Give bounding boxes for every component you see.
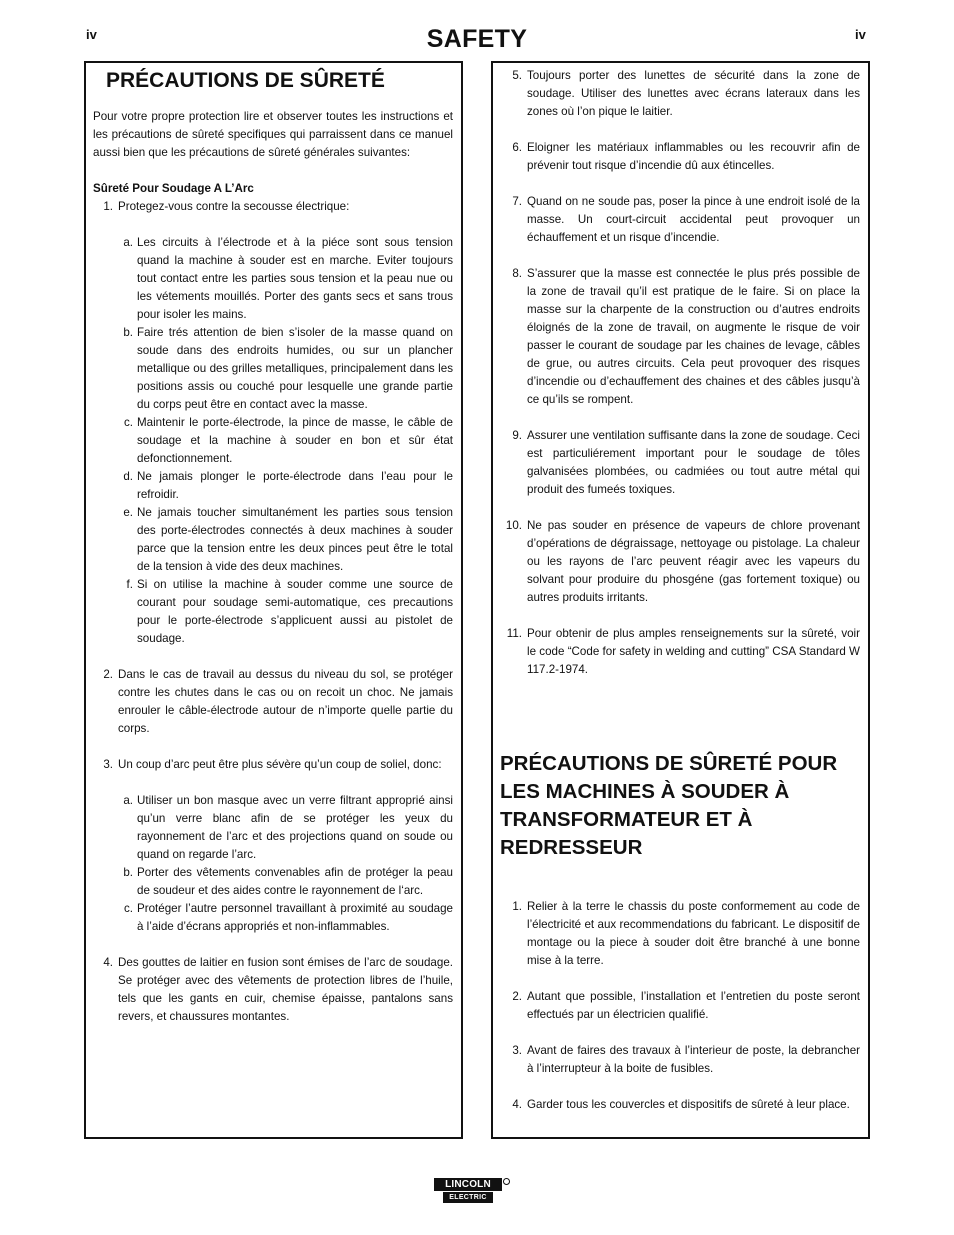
item-text: Relier à la terre le chassis du poste conformement au code de l’électricité et aux recommendations du fabricant. Le dispositif de montage ou la piece à souder doit être branché à une bonne mise à la terre. (527, 900, 860, 967)
sub-item-3a (119, 792, 453, 864)
sub-text: Faire trés attention de bien s’isoler de la masse quand on soude dans des endroits humides, ou sur un plancher metallique ou des grilles metalliques, principalement dans les positions assis ou couché pour lesquelle une grande partie du corps peut être en contact avec la masse. (137, 326, 453, 411)
sub-label: a. (123, 236, 133, 249)
arc-welding-subhead: Sûreté Pour Soudage A L’Arc (93, 182, 254, 195)
item-number: 3. (103, 758, 113, 771)
sub-label: c. (123, 416, 133, 429)
item-number: 8. (512, 267, 522, 280)
sub-label: a. (123, 794, 133, 807)
sub-item-1b (119, 324, 453, 414)
item-text: Toujours porter des lunettes de sécurité dans la zone de soudage. Utiliser des lunettes avec écrans lateraux dans les zones où l’on pique le laitier. (527, 69, 860, 118)
item-number: 1. (103, 200, 113, 213)
sub-item-1d (119, 468, 453, 504)
registered-mark-icon (503, 1178, 510, 1185)
item-text: Eloigner les matériaux inflammables ou les recouvrir afin de prévenir tout risque d’incendie dû aux étincelles. (527, 141, 860, 172)
sub-text: Utiliser un bon masque avec un verre filtrant approprié ainsi qu’un verre blanc afin de se protéger les yeux du rayonnement de l’arc et des projections quand on soude ou quand on regarde l’arc. (137, 794, 453, 861)
list-item-transformer-2 (500, 988, 860, 1024)
sub-label: b. (123, 866, 133, 879)
item-number: 10. (505, 519, 522, 532)
left-column-box (84, 61, 463, 1139)
item-text: Pour obtenir de plus amples renseignements sur la sûreté, voir le code “Code for safety in welding and cutting” CSA Standard W 117.2-1974. (527, 627, 860, 676)
item-number: 6. (512, 141, 522, 154)
item-number: 9. (512, 429, 522, 442)
list-item-1 (93, 198, 453, 216)
sub-text: Maintenir le porte-électrode, la pince de masse, le câble de soudage et la machine à souder en bon et sûr état defonctionnement. (137, 416, 453, 465)
right-column-box (491, 61, 870, 1139)
item-number: 2. (512, 990, 522, 1003)
list-item-2 (93, 666, 453, 738)
sub-text: Les circuits à l’électrode et à la piéce sont sous tension quand la machine à souder est en marche. Eviter toujours tout contact entre les parties sous tension et la peau nue ou les vétements mouillés. Porter des gants secs et sans trous pour isoler les mains. (137, 236, 453, 321)
page-number-right: iv (855, 27, 866, 42)
sub-label: c. (123, 902, 133, 915)
sub-label: f. (126, 578, 133, 591)
item-number: 5. (512, 69, 522, 82)
sub-item-1c (119, 414, 453, 468)
item-number: 4. (103, 956, 113, 969)
item-text: Protegez-vous contre la secousse électrique: (118, 200, 350, 213)
item-text: Autant que possible, l’installation et l’entretien du poste seront effectués par un électricien qualifié. (527, 990, 860, 1021)
item-number: 11. (506, 627, 522, 640)
sub-text: Ne jamais toucher simultanément les parties sous tension des porte-électrodes connectés à deux machines à souder parce que la tension entre les deux pinces peut être le total de la tension à vide des deux machines. (137, 506, 453, 573)
intro-paragraph: Pour votre propre protection lire et observer toutes les instructions et les précautions de sûreté specifiques qui parraissent dans ce manuel aussi bien que les précautions de sûreté générales suivantes: (93, 110, 453, 159)
list-item-11 (500, 625, 860, 679)
page-title: SAFETY (426, 25, 528, 53)
sub-text: Ne jamais plonger le porte-électrode dans l’eau pour le refroidir. (137, 470, 453, 501)
sub-label: e. (123, 506, 133, 519)
list-item-6 (500, 139, 860, 175)
sub-item-1f (119, 576, 453, 648)
sub-item-1a (119, 234, 453, 324)
list-item-4 (93, 954, 453, 1026)
list-item-transformer-3 (500, 1042, 860, 1078)
list-item-7 (500, 193, 860, 247)
list-item-5 (500, 67, 860, 121)
right-heading: PRÉCAUTIONS DE SÛRETÉ POUR LES MACHINES À SOUDER À TRANSFORMATEUR ET À REDRESSEUR (500, 752, 838, 859)
list-item-9 (500, 427, 860, 499)
left-heading: PRÉCAUTIONS DE SÛRETÉ (106, 69, 385, 92)
item-text: Ne pas souder en présence de vapeurs de chlore provenant d’opérations de dégraissage, nettoyage ou pistolage. La chaleur ou les rayons de l’arc peuvent réagir avec les vapeurs du solvant pour produire du phosgéne (gas fortement toxique) ou autres produits irritants. (527, 519, 860, 604)
list-item-transformer-4 (500, 1096, 860, 1114)
item-number: 4. (512, 1098, 522, 1111)
logo-bottom-text: ELECTRIC (443, 1192, 493, 1203)
sub-text: Porter des vêtements convenables afin de protéger la peau de soudeur et des aides contre le rayonnement de l‘arc. (137, 866, 453, 897)
list-item-3 (93, 756, 453, 774)
sub-label: d. (123, 470, 133, 483)
item-text: Des gouttes de laitier en fusion sont émises de l’arc de soudage. Se protéger avec des vêtements de protection libres de l’huile, tels que les gants en cuir, chemise épaisse, pantalons sans revers, et chaussures montantes. (118, 956, 453, 1023)
list-item-8 (500, 265, 860, 409)
item-text: Avant de faires des travaux à l’interieur de poste, la debrancher à l’interrupteur à la boite de fusibles. (527, 1044, 860, 1075)
item-text: Dans le cas de travail au dessus du niveau du sol, se protéger contre les chutes dans le cas ou on recoit un choc. Ne jamais enrouler le câble-électrode autour de n’importe quelle partie du corps. (118, 668, 453, 735)
item-text: Garder tous les couvercles et dispositifs de sûreté à leur place. (527, 1098, 850, 1111)
list-item-transformer-1 (500, 898, 860, 970)
sub-label: b. (123, 326, 133, 339)
sub-item-3c (119, 900, 453, 936)
item-text: Un coup d’arc peut être plus sévère qu’un coup de soliel, donc: (118, 758, 442, 771)
list-item-10 (500, 517, 860, 607)
item-text: Assurer une ventilation suffisante dans la zone de soudage. Ceci est particuliérement important pour le soudage de tôles galvanisées plombées, ou cadmiées ou tout autre métal qui produit des fumeés toxiques. (527, 429, 860, 496)
item-number: 3. (512, 1044, 522, 1057)
logo-top-text: LINCOLN (434, 1178, 502, 1191)
sub-text: Protéger l’autre personnel travaillant à proximité au soudage à l’aide d’écrans appropriés et non-inflammables. (137, 902, 453, 933)
item-text: Quand on ne soude pas, poser la pince à une endroit isolé de la masse. Un court-circuit accidental peut provoquer un échauffement et un risque d’incendie. (527, 195, 860, 244)
sub-text: Si on utilise la machine à souder comme une source de courant pour soudage semi-automatique, ces precautions pour le porte-électrode s’applicuent aussi au pistolet de soudage. (137, 578, 453, 645)
item-number: 7. (512, 195, 522, 208)
lincoln-electric-logo (434, 1178, 510, 1205)
item-text: S’assurer que la masse est connectée le plus prés possible de la zone de travail qu’il est pratique de le faire. Si on place la masse sur la charpente de la construction ou d’autres endroits éloignés de la zone de travail, on augmente le risque de voir passer le courant de soudage par les chaines de levage, câbles de grue, ou autres circuits. Cela peut provoquer des risques d’incendie ou d’echauffement des chaines et des câbles jusqu’à ce qu’ils se rompent. (527, 267, 860, 406)
item-number: 1. (512, 900, 522, 913)
sub-item-1e (119, 504, 453, 576)
item-number: 2. (103, 668, 113, 681)
sub-item-3b (119, 864, 453, 900)
page-number-left: iv (86, 27, 97, 42)
